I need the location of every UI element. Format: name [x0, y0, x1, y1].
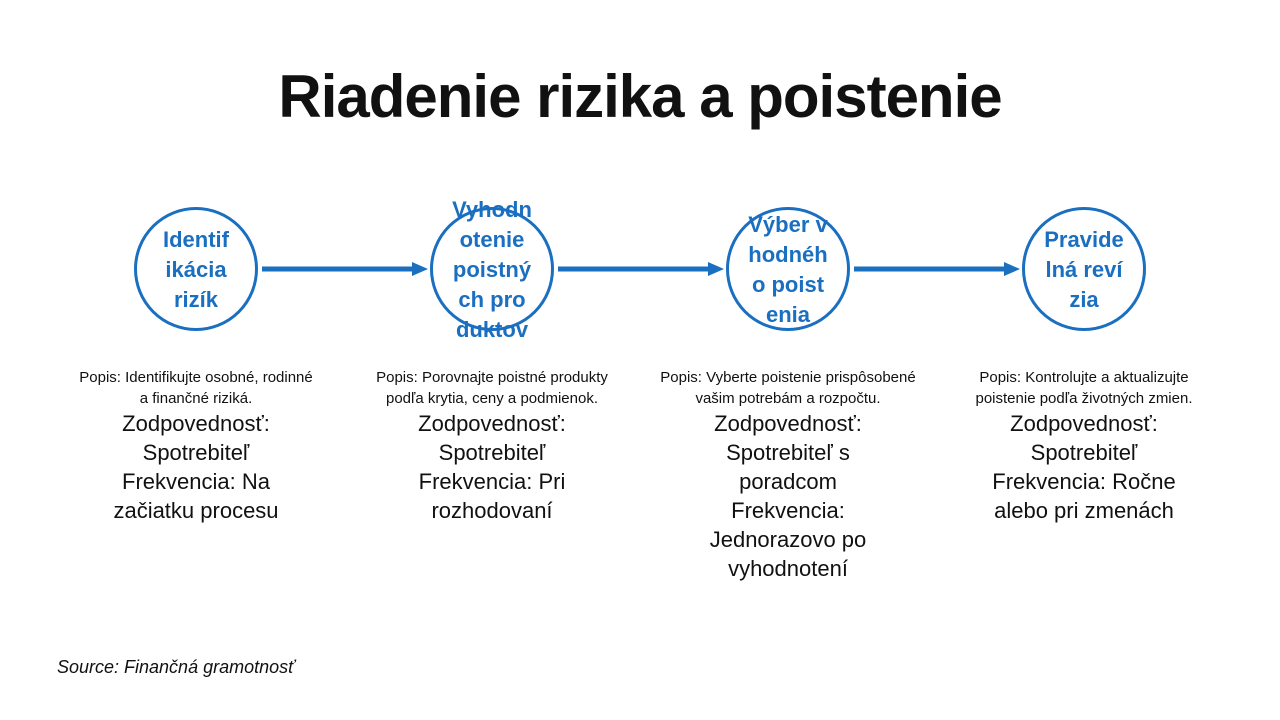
step-label-4: Pravidelná revízia [1044, 227, 1124, 312]
step-zodpovednost: Zodpovednosť: Spotrebiteľ [1010, 411, 1158, 465]
flow-arrow-1 [262, 262, 428, 276]
flow-arrow-2 [558, 262, 724, 276]
step-zodpovednost: Zodpovednosť: Spotrebiteľ s poradcom [714, 411, 862, 494]
step-frekvencia: Frekvencia: Na začiatku procesu [113, 469, 279, 523]
step-description-2 [362, 367, 622, 525]
step-popis: Popis: Kontrolujte a aktualizujte poistenie podľa životných zmien. [975, 369, 1193, 407]
step-description-4 [954, 367, 1214, 525]
step-frekvencia: Frekvencia: Ročne alebo pri zmenách [992, 469, 1176, 523]
step-popis: Popis: Identifikujte osobné, rodinné a finančné riziká. [79, 369, 313, 407]
step-popis: Popis: Porovnajte poistné produkty podľa krytia, ceny a podmienok. [376, 369, 608, 407]
step-label-2: Vyhodnotenie poistných produktov [452, 197, 532, 342]
step-description-1 [66, 367, 326, 525]
step-frekvencia: Frekvencia: Jednorazovo po vyhodnotení [709, 498, 867, 581]
step-description-3 [658, 367, 918, 583]
step-popis: Popis: Vyberte poistenie prispôsobené vašim potrebám a rozpočtu. [660, 369, 916, 407]
step-zodpovednost: Zodpovednosť: Spotrebiteľ [418, 411, 566, 465]
step-zodpovednost: Zodpovednosť: Spotrebiteľ [122, 411, 270, 465]
step-label-3: Výber vhodného poistenia [748, 212, 828, 327]
source-note: Source: Finančná gramotnosť [57, 657, 295, 677]
flow-arrow-3 [854, 262, 1020, 276]
step-label-1: Identifikácia rizík [163, 227, 229, 312]
page-title: Riadenie rizika a poistenie [278, 63, 1002, 130]
step-frekvencia: Frekvencia: Pri rozhodovaní [418, 469, 566, 523]
